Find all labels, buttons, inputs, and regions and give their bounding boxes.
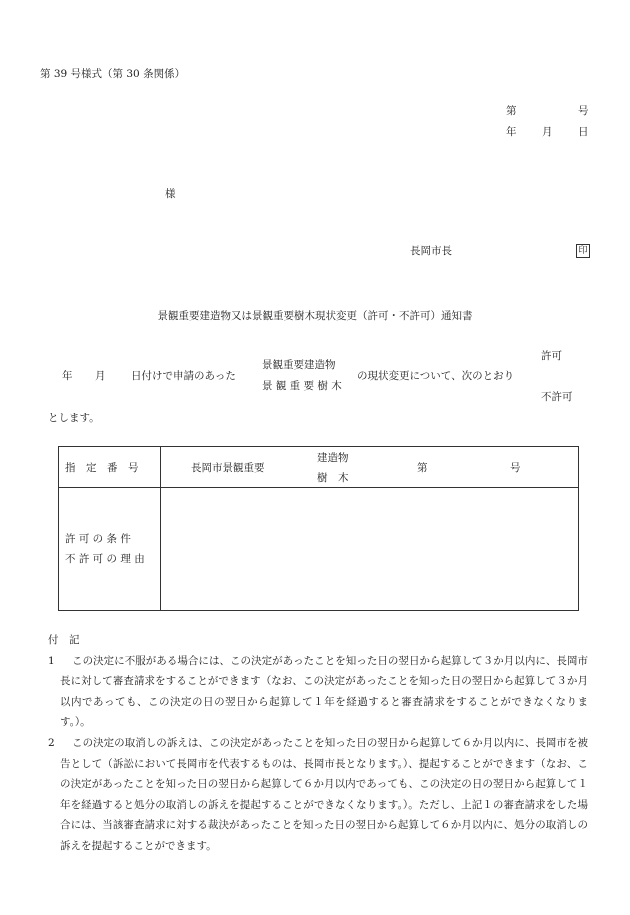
type-option-building: 建造物 (317, 452, 349, 464)
note-number: 1 (48, 654, 55, 667)
note-text: この決定に不服がある場合には、この決定があったことを知った日の翌日から起算して３か月以内に、長岡市長に対して審査請求をすることができます（なお、この決定があったことを知った日の翌日から起算して３か月以内であっても、この決定の日の翌日から起算して１年を経過すると審査請求をすることができなくなります。）。 (60, 654, 588, 729)
date-year: 年 (506, 126, 517, 138)
note-text: この決定の取消しの訴えは、この決定があったことを知った日の翌日から起算して６か月以内に、長岡市を被告として（訴訟において長岡市を代表するものは、長岡市長となります。）、提起することができます（なお、この決定があったことを知った日の翌日から起算して６か月以内であっても、この決定の日の翌日から起算して１年を経過すると処分の取消しの訴えを提起することができなくなります。）。ただし、上記１の審査請求をした場合には、当該審査請求に対する裁決があったことを知った日の翌日から起算して６か月以内に、処分の取消しの訴えを提起することができます。 (60, 736, 588, 852)
note-number: 2 (48, 736, 55, 749)
reasons-label: 不 許 可 の 理 由 (65, 553, 145, 565)
doc-number-prefix: 第 (506, 105, 517, 117)
conditions-label: 許 可 の 条 件 (65, 533, 131, 545)
date-month: 月 (542, 126, 553, 138)
document-title: 景観重要建造物又は景観重要樹木現状変更（許可・不許可）通知書 (157, 310, 473, 322)
note-item (48, 733, 588, 857)
note-item (48, 651, 588, 733)
form-number: 第 39 号様式（第 30 条関係） (40, 68, 186, 80)
notes-section (48, 630, 588, 857)
body-closing: とします。 (48, 412, 100, 424)
sender: 長岡市長 (410, 245, 452, 257)
designation-table (58, 446, 579, 611)
body-middle-phrase: の現状変更について、次のとおり (357, 370, 515, 382)
body-year: 年 (62, 370, 73, 382)
subject-option-building: 景観重要建造物 (262, 359, 336, 371)
number-suffix: 号 (510, 462, 521, 474)
decision-option-deny: 不許可 (541, 391, 573, 403)
body-date-phrase: 日付けで申請のあった (131, 370, 236, 382)
subject-option-tree: 景 観 重 要 樹 木 (262, 380, 342, 392)
number-prefix: 第 (417, 462, 428, 474)
seal-mark: 印 (576, 244, 590, 258)
date-day: 日 (578, 126, 589, 138)
table-column-divider (160, 447, 161, 610)
body-month: 月 (95, 370, 106, 382)
table-row-divider (59, 487, 578, 488)
notes-heading: 付 記 (48, 634, 80, 646)
decision-option-permit: 許可 (541, 350, 562, 362)
designation-prefix: 長岡市景観重要 (191, 462, 265, 474)
addressee: 様 (165, 188, 176, 200)
designation-label: 指 定 番 号 (65, 462, 139, 474)
type-option-tree: 樹 木 (317, 472, 349, 484)
doc-number-suffix: 号 (578, 105, 589, 117)
